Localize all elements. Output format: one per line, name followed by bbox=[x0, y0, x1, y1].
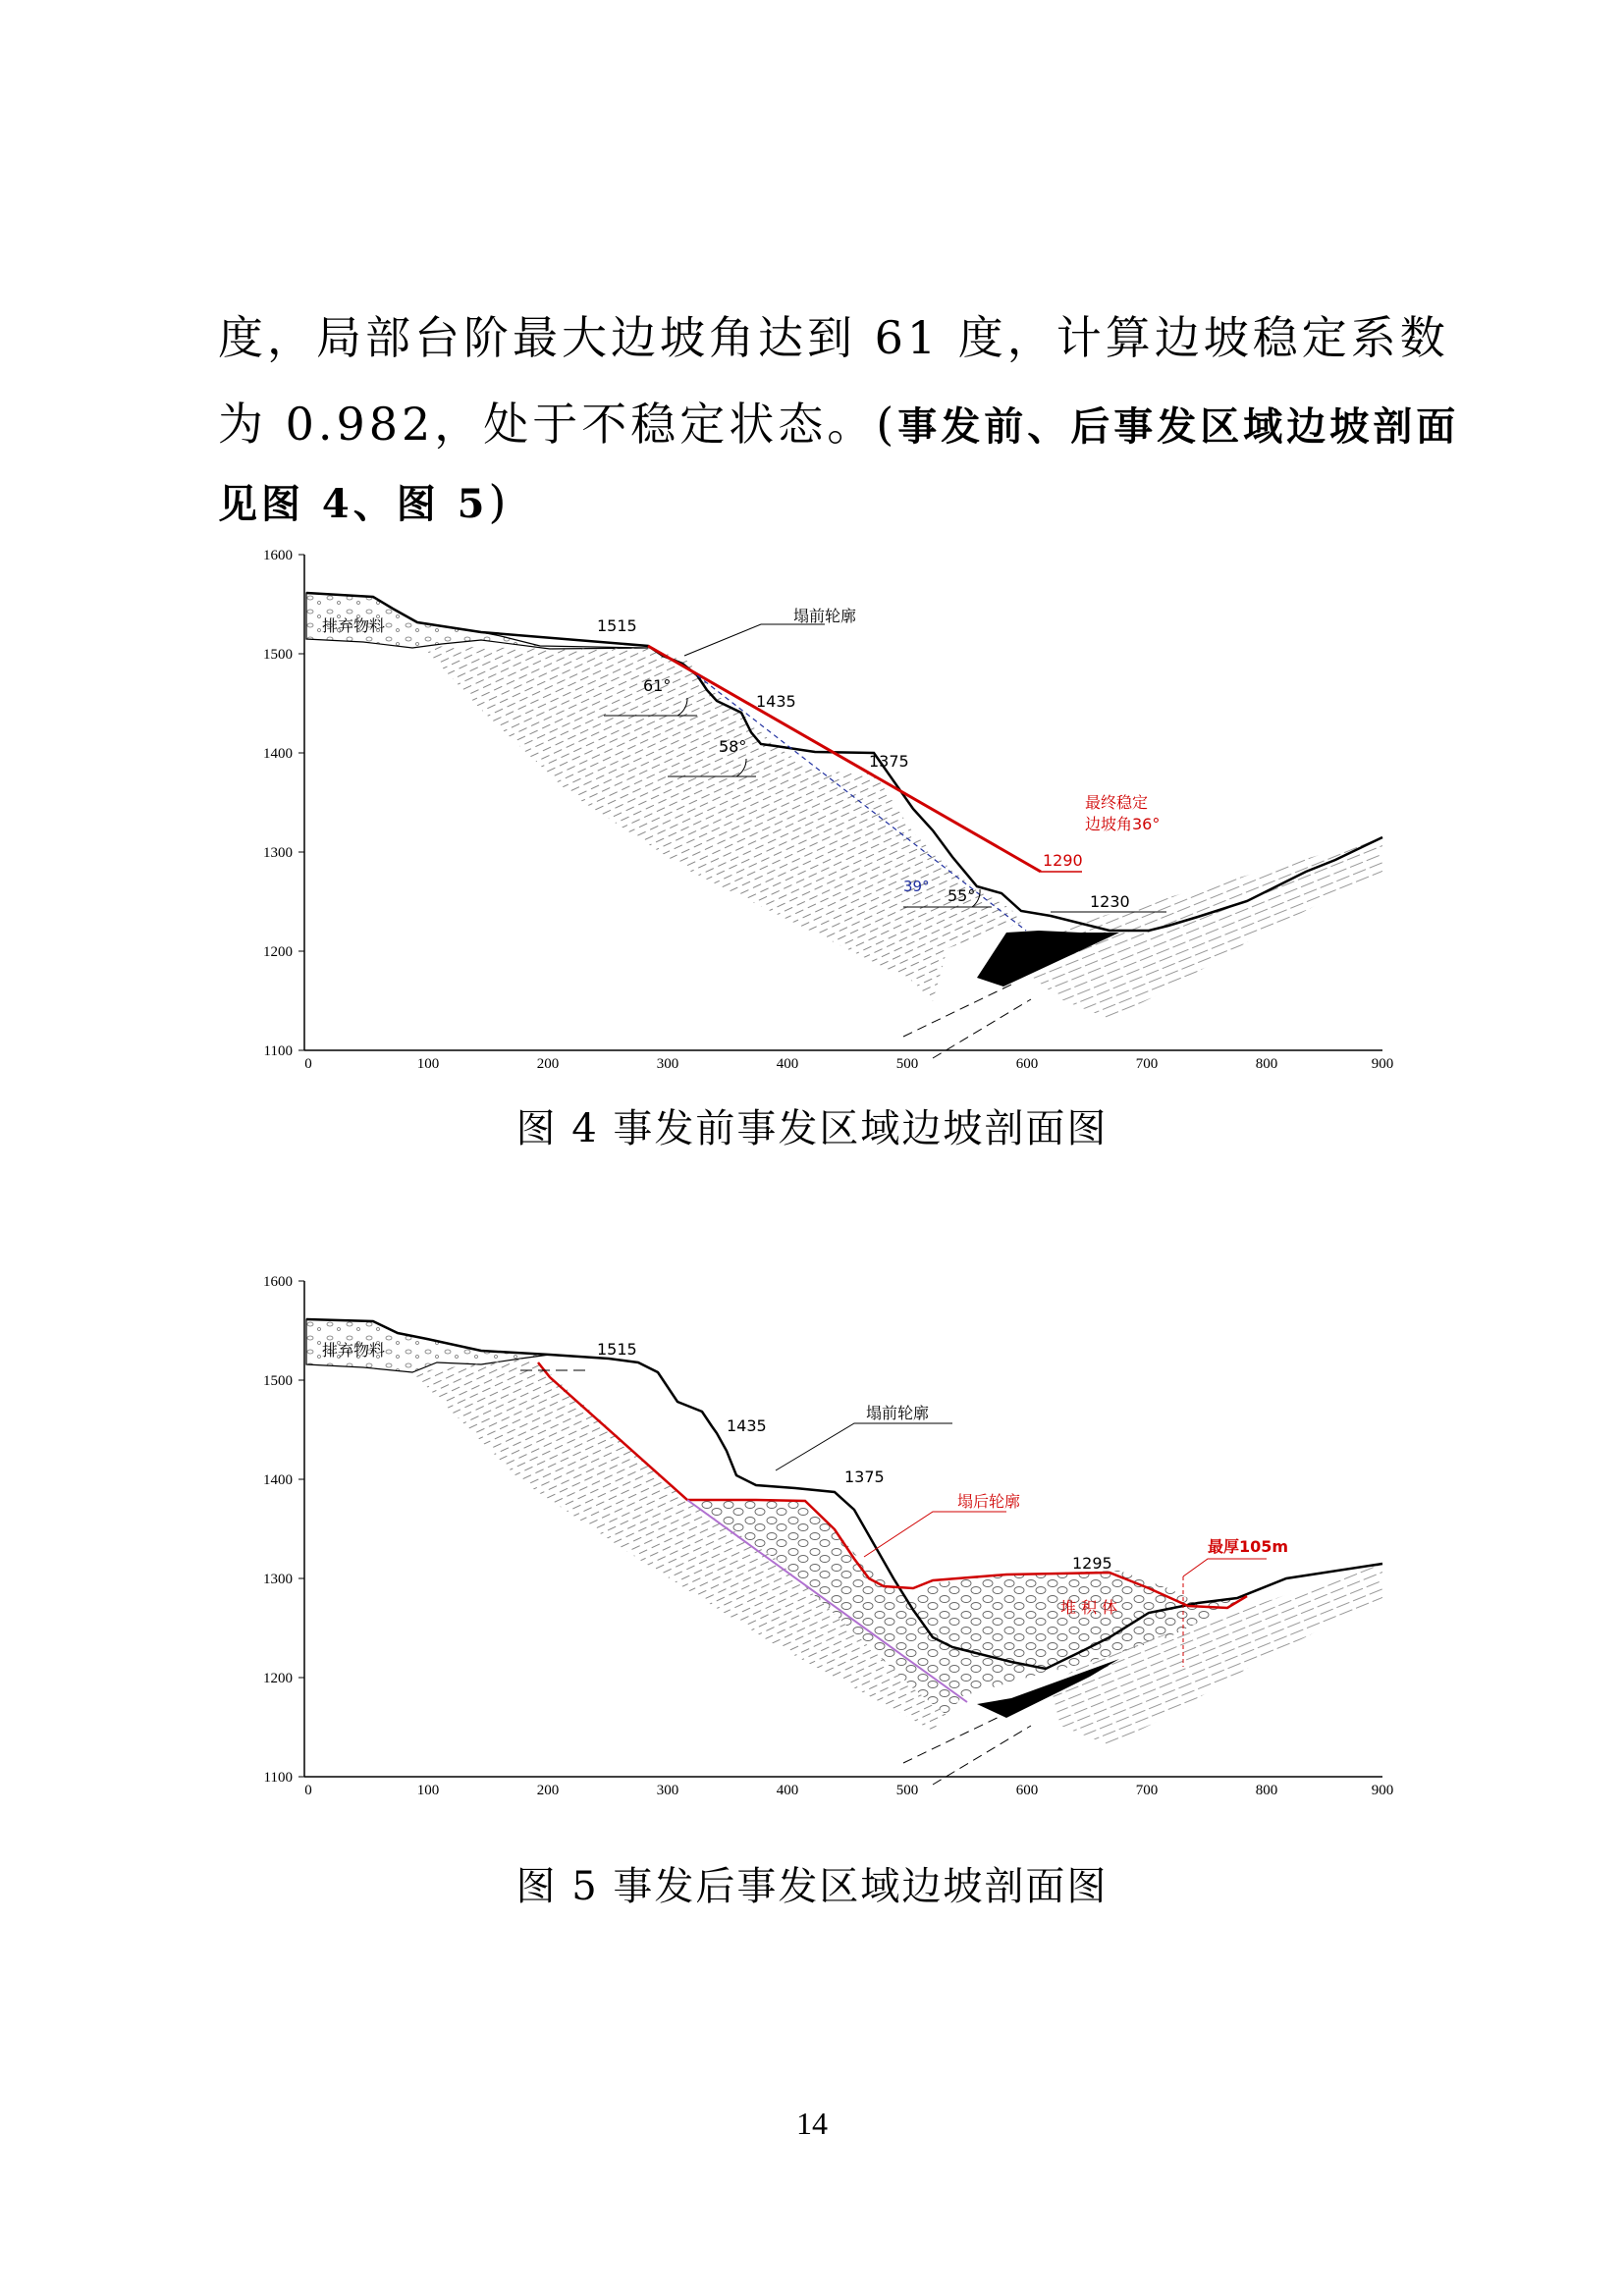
y-tick-label: 1300 bbox=[263, 1572, 293, 1587]
x-tick-label: 800 bbox=[1255, 1783, 1278, 1794]
rock-mass bbox=[422, 646, 1021, 1001]
y-tick-label: 1200 bbox=[263, 1671, 293, 1686]
y-tick-label: 1400 bbox=[263, 746, 293, 762]
x-tick-label: 500 bbox=[895, 1056, 919, 1068]
max-thickness-leader bbox=[1183, 1559, 1267, 1576]
y-tick-marks bbox=[298, 555, 304, 1050]
angle-39-label: 39° bbox=[903, 878, 930, 895]
figure-reference-note-end: 见图 4、图 5 bbox=[218, 481, 489, 527]
x-tick-label: 200 bbox=[536, 1056, 560, 1068]
y-tick-label: 1500 bbox=[263, 1373, 293, 1389]
post-profile-leader bbox=[864, 1512, 1006, 1557]
pre-profile-label: 塌前轮廓 bbox=[793, 607, 857, 625]
elevation-1375-label: 1375 bbox=[869, 752, 909, 771]
y-tick-label: 1200 bbox=[263, 944, 293, 960]
figure-5-caption: 图 5 事发后事发区域边坡剖面图 bbox=[515, 1864, 1109, 1909]
figure-4-diagram bbox=[226, 538, 1404, 1068]
elevation-1290-label: 1290 bbox=[1043, 851, 1083, 870]
angle-61-label: 61° bbox=[643, 676, 672, 695]
y-tick-label: 1400 bbox=[263, 1472, 293, 1488]
y-tick-label: 1600 bbox=[263, 1274, 293, 1290]
waste-material-label: 排弃物料 bbox=[322, 616, 386, 635]
x-tick-label: 600 bbox=[1015, 1783, 1039, 1794]
final-slope-label-line2: 边坡角36° bbox=[1085, 815, 1161, 833]
x-tick-label: 900 bbox=[1371, 1783, 1394, 1794]
max-thickness-label: 最厚105m bbox=[1208, 1537, 1289, 1556]
x-tick-label: 500 bbox=[895, 1783, 919, 1794]
deposit-label: 堆 积 体 bbox=[1060, 1598, 1118, 1617]
elevation-1515-label: 1515 bbox=[597, 1340, 637, 1359]
pre-profile-leader bbox=[684, 624, 825, 656]
elevation-1230-label: 1230 bbox=[1090, 892, 1130, 911]
figure-4-caption: 图 4 事发前事发区域边坡剖面图 bbox=[515, 1106, 1109, 1151]
final-slope-label-line1: 最终稳定 bbox=[1085, 793, 1149, 812]
paragraph-line-3 bbox=[218, 473, 510, 529]
pre-profile-leader bbox=[776, 1423, 952, 1470]
figure-5 bbox=[226, 1264, 1404, 1794]
angle-55-label: 55° bbox=[947, 886, 976, 905]
x-tick-label: 100 bbox=[416, 1056, 440, 1068]
post-profile-label: 塌后轮廓 bbox=[957, 1492, 1021, 1511]
elevation-1375-label: 1375 bbox=[844, 1468, 885, 1486]
figure-5-diagram bbox=[226, 1264, 1404, 1794]
x-tick-label: 600 bbox=[1015, 1056, 1039, 1068]
waste-material-label: 排弃物料 bbox=[322, 1341, 386, 1360]
x-tick-label: 700 bbox=[1135, 1783, 1159, 1794]
x-tick-label: 100 bbox=[416, 1783, 440, 1794]
x-tick-label: 300 bbox=[656, 1056, 679, 1068]
x-tick-label: 200 bbox=[536, 1783, 560, 1794]
angle-58-label: 58° bbox=[719, 737, 747, 756]
x-tick-label: 0 bbox=[304, 1783, 312, 1794]
paragraph-line-2-text: 为 0.982，处于不稳定状态。( bbox=[218, 398, 898, 451]
projection-line bbox=[933, 999, 1031, 1058]
elevation-1295-label: 1295 bbox=[1072, 1554, 1112, 1573]
figure-reference-note: 事发前、后事发区域边坡剖面 bbox=[897, 403, 1460, 450]
y-tick-label: 1500 bbox=[263, 647, 293, 663]
x-tick-label: 400 bbox=[776, 1783, 799, 1794]
elevation-1435-label: 1435 bbox=[756, 692, 796, 711]
closing-paren: ) bbox=[488, 475, 511, 528]
y-tick-marks bbox=[298, 1281, 304, 1777]
x-tick-label: 300 bbox=[656, 1783, 679, 1794]
elevation-1435-label: 1435 bbox=[727, 1416, 767, 1435]
x-tick-label: 800 bbox=[1255, 1056, 1278, 1068]
paragraph-line-1: 度，局部台阶最大边坡角达到 61 度，计算边坡稳定系数 bbox=[218, 311, 1449, 364]
x-tick-label: 400 bbox=[776, 1056, 799, 1068]
y-tick-label: 1100 bbox=[263, 1770, 293, 1786]
x-tick-label: 0 bbox=[304, 1056, 312, 1068]
figure-4 bbox=[226, 538, 1404, 1068]
page-number: 14 bbox=[796, 2106, 828, 2141]
pre-profile-label: 塌前轮廓 bbox=[866, 1404, 930, 1422]
y-tick-label: 1300 bbox=[263, 845, 293, 861]
elevation-1515-label: 1515 bbox=[597, 616, 637, 635]
paragraph-line-2 bbox=[218, 389, 1459, 454]
y-tick-label: 1100 bbox=[263, 1043, 293, 1059]
projection-line bbox=[933, 1726, 1031, 1785]
y-tick-label: 1600 bbox=[263, 548, 293, 563]
x-tick-label: 700 bbox=[1135, 1056, 1159, 1068]
x-tick-label: 900 bbox=[1371, 1056, 1394, 1068]
projection-line bbox=[903, 985, 1011, 1037]
